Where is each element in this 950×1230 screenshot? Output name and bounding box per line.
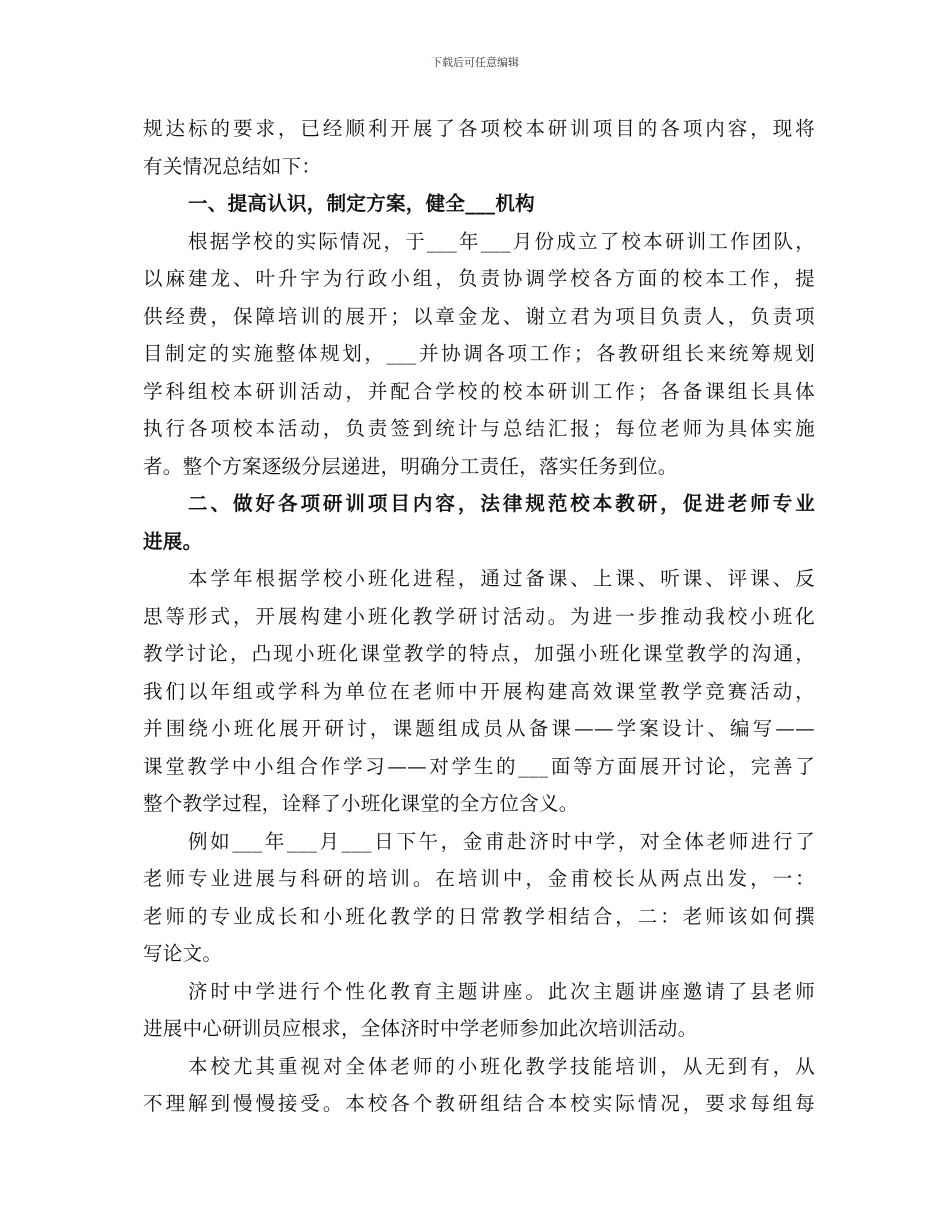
paragraph-line: 教学讨论，凸现小班化课堂教学的特点，加强小班化课堂教学的沟通， (143, 642, 815, 665)
paragraph-line: 整个教学过程，诠释了小班化课堂的全方位含义。 (143, 792, 579, 815)
section-heading-line: 二、做好各项研训项目内容，法律规范校本教研，促进老师专业 (188, 492, 815, 515)
paragraph-line: 根据学校的实际情况，于___年___月份成立了校本研训工作团队， (188, 229, 815, 253)
paragraph-line: 供经费，保障培训的展开；以章金龙、谢立君为项目负责人，负责项 (143, 304, 815, 328)
paragraph-line: 有关情况总结如下： (143, 154, 322, 178)
paragraph-line: 以麻建龙、叶升宇为行政小组，负责协调学校各方面的校本工作，提 (143, 267, 815, 290)
paragraph-line: 例如___年___月___日下午，金甫赴济时中学，对全体老师进行了 (188, 829, 815, 853)
paragraph-line: 本校尤其重视对全体老师的小班化教学技能培训，从无到有，从 (188, 1054, 815, 1078)
paragraph-line: 学科组校本研训活动，并配合学校的校本研训工作；各备课组长具体 (143, 379, 815, 403)
paragraph-line: 济时中学进行个性化教育主题讲座。此次主题讲座邀请了县老师 (188, 979, 815, 1003)
paragraph-line: 不理解到慢慢接受。本校各个教研组结合本校实际情况，要求每组每 (143, 1092, 815, 1115)
paragraph-line: 者。整个方案逐级分层递进，明确分工责任，落实任务到位。 (143, 454, 678, 478)
paragraph-line: 并围绕小班化展开研讨，课题组成员从备课——学案设计、编写—— (143, 717, 815, 740)
page-header-note: 下载后可任意编辑 (431, 56, 519, 69)
section-heading-line: 一、提高认识，制定方案，健全___机构 (188, 192, 535, 215)
paragraph-line: 我们以年组或学科为单位在老师中开展构建高效课堂教学竞赛活动， (143, 679, 815, 703)
paragraph-line: 本学年根据学校小班化进程，通过备课、上课、听课、评课、反 (188, 567, 815, 590)
paragraph-line: 课堂教学中小组合作学习——对学生的___面等方面展开讨论，完善了 (143, 754, 815, 778)
paragraph-line: 目制定的实施整体规划，___并协调各项工作；各教研组长来统筹规划 (143, 342, 815, 365)
paragraph-line: 执行各项校本活动，负责签到统计与总结汇报；每位老师为具体实施 (143, 417, 815, 440)
paragraph-line: 老师专业进展与科研的培训。在培训中，金甫校长从两点出发，一： (143, 867, 815, 890)
document-body (143, 110, 815, 1123)
paragraph-line: 老师的专业成长和小班化教学的日常教学相结合，二：老师该如何撰 (143, 904, 815, 928)
paragraph-line: 进展中心研训员应根求，全体济时中学老师参加此次培训活动。 (143, 1017, 698, 1040)
paragraph-line: 写论文。 (143, 942, 223, 965)
paragraph-line: 思等形式，开展构建小班化教学研讨活动。为进一步推动我校小班化 (143, 604, 815, 628)
paragraph-line: 规达标的要求，已经顺利开展了各项校本研训项目的各项内容，现将 (143, 117, 815, 140)
section-heading-line: 进展。 (143, 529, 203, 553)
